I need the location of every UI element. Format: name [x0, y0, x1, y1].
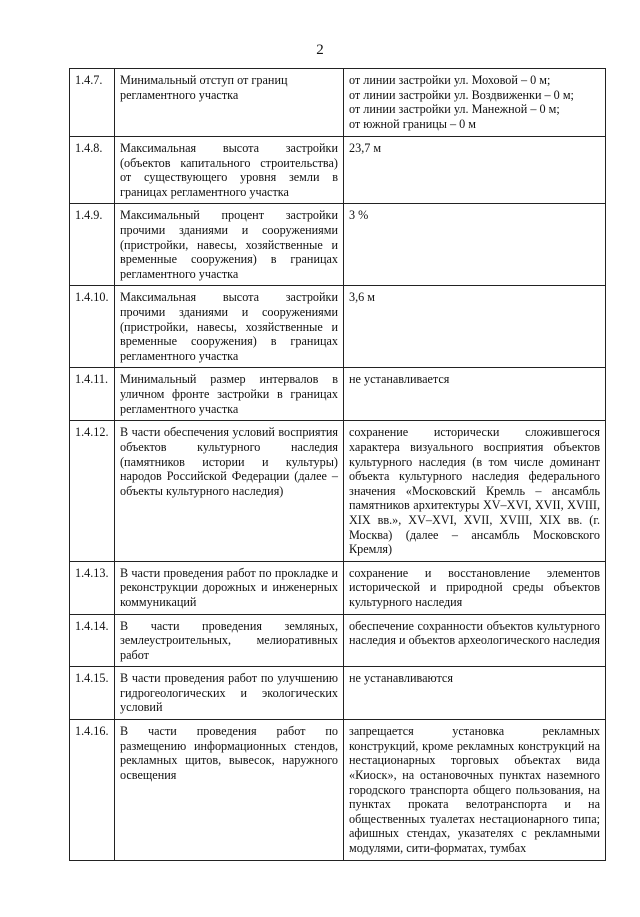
- page-number: 2: [316, 42, 324, 58]
- parameter-cell: В части проведения работ по прокладке и реконструкции дорожных и инженерных коммуникаций: [115, 561, 344, 614]
- row-number: 1.4.12.: [70, 421, 115, 561]
- parameter-cell: Максимальный процент застройки прочими зданиями и сооружениями (пристройки, навесы, хозяйственные и временные сооружения) в границах регламентного участка: [115, 204, 344, 286]
- row-number: 1.4.14.: [70, 614, 115, 667]
- value-cell: не устанавливаются: [344, 667, 606, 720]
- value-line: от южной границы – 0 м: [349, 116, 477, 131]
- table-row: [70, 720, 606, 860]
- table-row: [70, 561, 606, 614]
- row-number: 1.4.8.: [70, 137, 115, 204]
- value-line: от линии застройки ул. Моховой – 0 м;: [349, 73, 551, 87]
- value-cell: 23,7 м: [344, 137, 606, 204]
- value-cell: [344, 69, 606, 137]
- row-number: 1.4.10.: [70, 286, 115, 368]
- parameter-cell: Минимальный размер интервалов в уличном фронте застройки в границах регламентного участка: [115, 368, 344, 421]
- value-cell: обеспечение сохранности объектов культурного наследия и объектов археологического наследия: [344, 614, 606, 667]
- regulations-table: [69, 68, 606, 861]
- value-cell: 3,6 м: [344, 286, 606, 368]
- parameter-cell: Максимальная высота застройки прочими зданиями и сооружениями (пристройки, навесы, хозяйственные и временные сооружения) в границах регламентного участка: [115, 286, 344, 368]
- row-number: 1.4.7.: [70, 69, 115, 137]
- row-number: 1.4.9.: [70, 204, 115, 286]
- table-row: [70, 368, 606, 421]
- value-cell: 3 %: [344, 204, 606, 286]
- table-row: [70, 667, 606, 720]
- parameter-cell: Максимальная высота застройки (объектов капитального строительства) от существующего уровня земли в границах регламентного участка: [115, 137, 344, 204]
- parameter-cell: В части проведения работ по улучшению гидрогеологических и экологических условий: [115, 667, 344, 720]
- value-cell: не устанавливается: [344, 368, 606, 421]
- table-row: [70, 137, 606, 204]
- table-row: [70, 286, 606, 368]
- table-row: [70, 204, 606, 286]
- row-number: 1.4.11.: [70, 368, 115, 421]
- value-cell: запрещается установка рекламных конструкций, кроме рекламных конструкций на нестационарных торговых объектах вида «Киоск», на остановочных пунктах наземного городского транспорта общего пользования, на пунктах проката велотранспорта и на общественных туалетах нестационарного типа; афишных стендах, указателях с рекламными модулями, сити-форматах, тумбах: [344, 720, 606, 860]
- table-row: [70, 614, 606, 667]
- parameter-cell: В части обеспечения условий восприятия объектов культурного наследия (памятников истории и культуры) народов Российской Федерации (далее – объекты культурного наследия): [115, 421, 344, 561]
- parameter-cell: Минимальный отступ от границ регламентного участка: [115, 69, 344, 137]
- value-cell: сохранение исторически сложившегося характера визуального восприятия объектов культурного наследия (в том числе доминант объекта культурного наследия федерального значения «Московский Кремль – ансамбль памятников архитектуры XV–XVI, XVII, XVIII, XIX вв.», XV–XVI, XVII, XVIII, XIX вв. (г. Москва) (далее – ансамбль Московского Кремля): [344, 421, 606, 561]
- value-line: от линии застройки ул. Воздвиженки – 0 м;: [349, 87, 574, 102]
- parameter-cell: В части проведения земляных, землеустроительных, мелиоративных работ: [115, 614, 344, 667]
- value-line: от линии застройки ул. Манежной – 0 м;: [349, 102, 560, 117]
- parameter-cell: В части проведения работ по размещению информационных стендов, рекламных щитов, вывесок, наружного освещения: [115, 720, 344, 860]
- row-number: 1.4.13.: [70, 561, 115, 614]
- table-row: [70, 69, 606, 137]
- row-number: 1.4.16.: [70, 720, 115, 860]
- table-row: [70, 421, 606, 561]
- row-number: 1.4.15.: [70, 667, 115, 720]
- value-cell: сохранение и восстановление элементов исторической и природной среды объектов культурного наследия: [344, 561, 606, 614]
